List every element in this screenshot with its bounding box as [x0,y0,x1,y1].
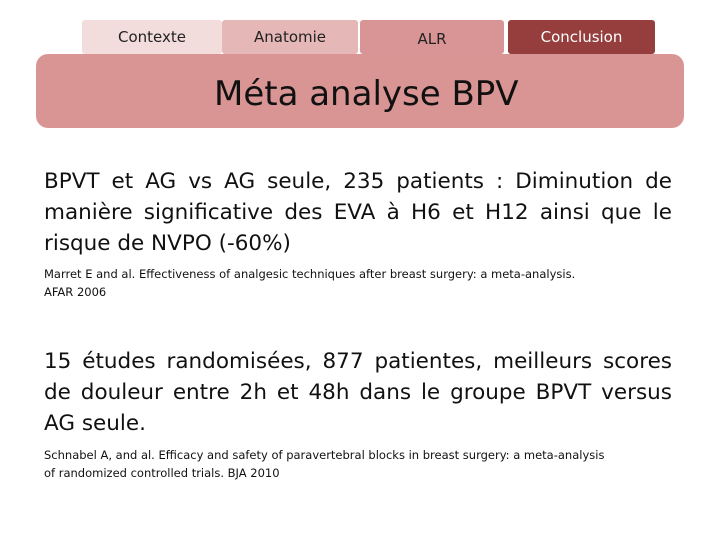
tab-anatomie[interactable] [222,20,358,54]
study-1-summary: BPVT et AG vs AG seule, 235 patients : Diminution de manière significative des EVA à H6 et H12 ainsi que le risque de NVPO (-60%) [44,169,672,256]
tab-label: Conclusion [540,28,623,46]
slide-title: Méta analyse BPV [214,74,519,114]
tab-label: Contexte [118,28,186,46]
tab-label: Anatomie [253,28,327,46]
tab-label: ALR [417,30,447,48]
reference-line: Schnabel A, and al. Efficacy and safety of paravertebral blocks in breast surgery: a meta-analysis [44,448,605,462]
tab-alr[interactable] [360,20,504,54]
tab-conclusion[interactable] [508,20,655,54]
tab-contexte[interactable] [82,20,222,54]
study-1-reference [44,265,680,301]
study-2-summary: 15 études randomisées, 877 patientes, meilleurs scores de douleur entre 2h et 48h dans le groupe BPVT versus AG seule. [44,349,672,436]
study-2-reference [44,446,680,482]
reference-line: of randomized controlled trials. BJA 2010 [44,466,280,480]
reference-line: Marret E and al. Effectiveness of analgesic techniques after breast surgery: a meta-analysis. [44,267,576,281]
reference-line: AFAR 2006 [44,285,107,299]
slide-title-bar [36,54,684,128]
